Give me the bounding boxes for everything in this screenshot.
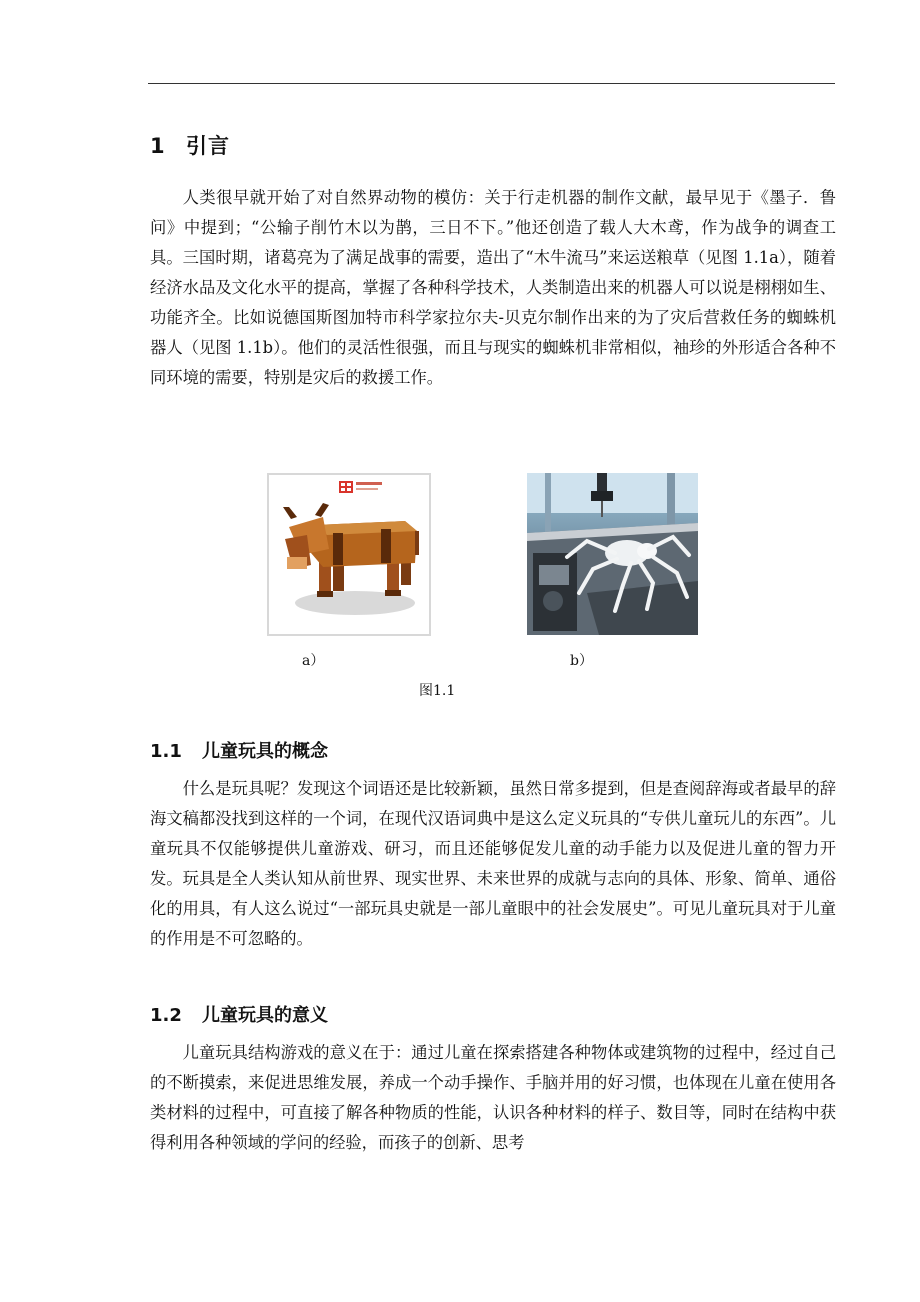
figure-a-wooden-ox-image [267, 473, 431, 636]
subsection-1-heading [150, 737, 328, 763]
subsection-2-number: 1.2 [150, 1005, 182, 1026]
header-rule [148, 83, 835, 84]
subsection-1-title: 儿童玩具的概念 [202, 741, 328, 762]
section-title: 引言 [186, 134, 230, 158]
subsection-2-title: 儿童玩具的意义 [202, 1005, 328, 1026]
subsection-1-number: 1.1 [150, 741, 182, 762]
subsection-2-paragraph: 儿童玩具结构游戏的意义在于：通过儿童在探索搭建各种物体或建筑物的过程中，经过自己的不断摸索，来促进思维发展，养成一个动手操作、手脑并用的好习惯，也体现在儿童在使用各类材料的过程中，可直接了解各种物质的性能，认识各种材料的样子、数目等，同时在结构中获得利用各种领域的学问的经验，而孩子的创新、思考 [150, 1043, 836, 1152]
section-number: 1 [150, 134, 166, 158]
figure-a-label: a） [302, 653, 325, 669]
section-heading [150, 130, 230, 160]
subsection-2-heading [150, 1001, 328, 1027]
figure-b-spider-robot-image [527, 473, 698, 635]
subsection-1-paragraph: 什么是玩具呢？发现这个词语还是比较新颖，虽然日常多提到，但是查阅辞海或者最早的辞海文稿都没找到这样的一个词，在现代汉语词典中是这么定义玩具的“专供儿童玩儿的东西”。儿童玩具不仅能够提供儿童游戏、研习，而且还能够促发儿童的动手能力以及促进儿童的智力开发。玩具是全人类认知从前世界、现实世界、未来世界的成就与志向的具体、形象、简单、通俗化的用具，有人这么说过“一部玩具史就是一部儿童眼中的社会发展史”。可见儿童玩具对于儿童的作用是不可忽略的。 [150, 779, 836, 948]
figure-b-label: b） [570, 653, 593, 669]
figure-caption: 图1.1 [419, 683, 456, 699]
intro-paragraph: 人类很早就开始了对自然界动物的模仿：关于行走机器的制作文献，最早见于《墨子．鲁问》中提到；“公输子削竹木以为鹊，三日不下。”他还创造了载人大木鸢，作为战争的调查工具。三国时期，诸葛亮为了满足战事的需要，造出了“木牛流马”来运送粮草（见图 1.1a），随着经济水品及文化水平的提高，掌握了各种科学技术，人类制造出来的机器人可以说是栩栩如生、功能齐全。比如说德国斯图加特市科学家拉尔夫-贝克尔制作出来的为了灾后营救任务的蜘蛛机器人（见图 1.1b）。他们的灵活性很强，而且与现实的蜘蛛机非常相似，袖珍的外形适合各种不同环境的需要，特别是灾后的救援工作。 [150, 188, 836, 387]
